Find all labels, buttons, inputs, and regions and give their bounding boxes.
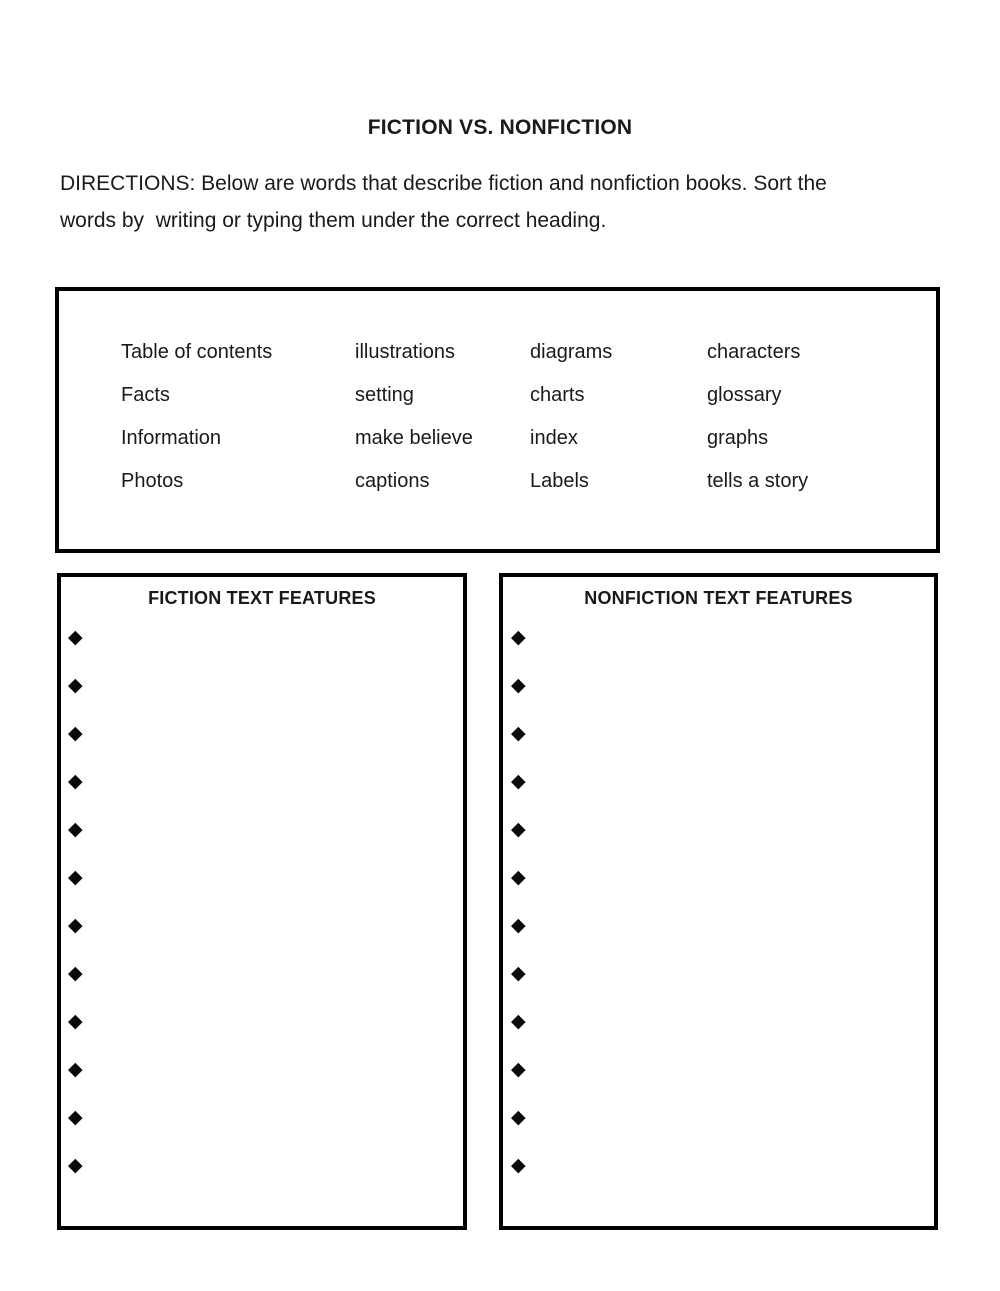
word-item: make believe: [355, 427, 473, 449]
fiction-answer-slot-9[interactable]: [68, 997, 463, 1045]
word-item: Labels: [530, 470, 589, 492]
nonfiction-box-heading: NONFICTION TEXT FEATURES: [584, 588, 853, 608]
diamond-bullet-icon: ◆: [511, 1009, 526, 1032]
nonfiction-answer-slot-8[interactable]: [511, 949, 934, 997]
answer-area[interactable]: [526, 1093, 934, 1141]
diamond-bullet-icon: ◆: [68, 817, 83, 840]
word-item: diagrams: [530, 341, 613, 363]
word-item: Photos: [121, 470, 184, 492]
nonfiction-answer-slot-7[interactable]: [511, 901, 934, 949]
answer-area[interactable]: [83, 901, 463, 949]
fiction-answer-slot-12[interactable]: [68, 1141, 463, 1189]
diamond-bullet-icon: ◆: [68, 673, 83, 696]
nonfiction-answer-slot-10[interactable]: [511, 1045, 934, 1093]
diamond-bullet-icon: ◆: [511, 673, 526, 696]
answer-area[interactable]: [526, 949, 934, 997]
fiction-answer-slot-1[interactable]: [68, 613, 463, 661]
answer-area[interactable]: [83, 1093, 463, 1141]
word-item: captions: [355, 470, 430, 492]
directions-line-2: words by writing or typing them under the correct heading.: [60, 209, 607, 232]
answer-area[interactable]: [83, 997, 463, 1045]
word-item: characters: [707, 341, 801, 363]
word-bank-row: [121, 331, 936, 374]
answer-area[interactable]: [526, 805, 934, 853]
fiction-answer-slot-11[interactable]: [68, 1093, 463, 1141]
answer-area[interactable]: [526, 901, 934, 949]
answer-area[interactable]: [526, 661, 934, 709]
answer-area[interactable]: [526, 1141, 934, 1189]
fiction-answer-slot-3[interactable]: [68, 709, 463, 757]
nonfiction-answer-list: [503, 613, 934, 1189]
nonfiction-answer-slot-3[interactable]: [511, 709, 934, 757]
word-item: index: [530, 427, 578, 449]
fiction-answer-slot-10[interactable]: [68, 1045, 463, 1093]
word-bank-row: [121, 417, 936, 460]
answer-area[interactable]: [83, 949, 463, 997]
nonfiction-answer-slot-9[interactable]: [511, 997, 934, 1045]
answer-area[interactable]: [526, 709, 934, 757]
directions-text: [60, 165, 960, 239]
diamond-bullet-icon: ◆: [68, 1105, 83, 1128]
fiction-box-heading: FICTION TEXT FEATURES: [148, 588, 376, 608]
word-item: tells a story: [707, 470, 809, 492]
diamond-bullet-icon: ◆: [68, 913, 83, 936]
word-item: setting: [355, 384, 414, 406]
fiction-answer-list: [61, 613, 463, 1189]
answer-area[interactable]: [83, 709, 463, 757]
diamond-bullet-icon: ◆: [68, 865, 83, 888]
fiction-answer-slot-7[interactable]: [68, 901, 463, 949]
diamond-bullet-icon: ◆: [68, 625, 83, 648]
nonfiction-answer-slot-1[interactable]: [511, 613, 934, 661]
fiction-text-features-box: [57, 573, 467, 1230]
fiction-answer-slot-5[interactable]: [68, 805, 463, 853]
diamond-bullet-icon: ◆: [511, 1057, 526, 1080]
diamond-bullet-icon: ◆: [511, 913, 526, 936]
word-bank-row: [121, 374, 936, 417]
word-item: glossary: [707, 384, 782, 406]
answer-area[interactable]: [83, 1141, 463, 1189]
nonfiction-answer-slot-5[interactable]: [511, 805, 934, 853]
word-item: graphs: [707, 427, 769, 449]
word-bank-row: [121, 460, 936, 503]
diamond-bullet-icon: ◆: [68, 1009, 83, 1032]
diamond-bullet-icon: ◆: [511, 721, 526, 744]
nonfiction-text-features-box: [499, 573, 938, 1230]
page-title: FICTION VS. NONFICTION: [367, 116, 633, 139]
word-item: Information: [121, 427, 222, 449]
answer-area[interactable]: [83, 805, 463, 853]
answer-area[interactable]: [83, 853, 463, 901]
word-item: charts: [530, 384, 585, 406]
nonfiction-answer-slot-4[interactable]: [511, 757, 934, 805]
answer-area[interactable]: [83, 1045, 463, 1093]
answer-area[interactable]: [526, 613, 934, 661]
diamond-bullet-icon: ◆: [511, 625, 526, 648]
word-item: illustrations: [355, 341, 456, 363]
diamond-bullet-icon: ◆: [511, 817, 526, 840]
answer-area[interactable]: [526, 853, 934, 901]
answer-area[interactable]: [526, 1045, 934, 1093]
word-bank-rows: [59, 291, 936, 503]
diamond-bullet-icon: ◆: [68, 1153, 83, 1176]
fiction-answer-slot-2[interactable]: [68, 661, 463, 709]
diamond-bullet-icon: ◆: [511, 865, 526, 888]
diamond-bullet-icon: ◆: [511, 769, 526, 792]
diamond-bullet-icon: ◆: [68, 721, 83, 744]
nonfiction-answer-slot-6[interactable]: [511, 853, 934, 901]
answer-area[interactable]: [83, 613, 463, 661]
nonfiction-answer-slot-12[interactable]: [511, 1141, 934, 1189]
word-item: Table of contents: [121, 341, 273, 363]
diamond-bullet-icon: ◆: [511, 1153, 526, 1176]
word-item: Facts: [121, 384, 170, 406]
fiction-answer-slot-6[interactable]: [68, 853, 463, 901]
answer-area[interactable]: [83, 661, 463, 709]
answer-area[interactable]: [526, 997, 934, 1045]
diamond-bullet-icon: ◆: [511, 961, 526, 984]
nonfiction-answer-slot-11[interactable]: [511, 1093, 934, 1141]
answer-area[interactable]: [526, 757, 934, 805]
directions-line-1: DIRECTIONS: Below are words that describe fiction and nonfiction books. Sort the: [60, 172, 827, 195]
diamond-bullet-icon: ◆: [511, 1105, 526, 1128]
diamond-bullet-icon: ◆: [68, 769, 83, 792]
answer-area[interactable]: [83, 757, 463, 805]
word-bank-box: [55, 287, 940, 553]
nonfiction-answer-slot-2[interactable]: [511, 661, 934, 709]
diamond-bullet-icon: ◆: [68, 1057, 83, 1080]
fiction-answer-slot-4[interactable]: [68, 757, 463, 805]
fiction-answer-slot-8[interactable]: [68, 949, 463, 997]
diamond-bullet-icon: ◆: [68, 961, 83, 984]
